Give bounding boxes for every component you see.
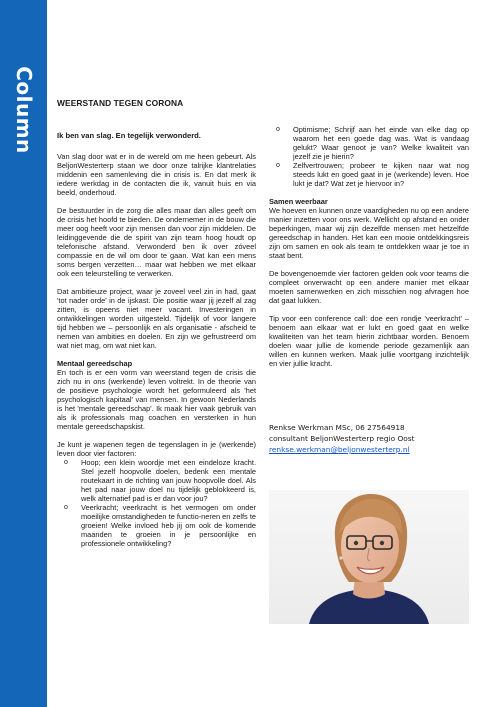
section-heading-samen: Samen weerbaar	[269, 197, 328, 206]
author-signature	[269, 422, 479, 455]
right-column	[269, 125, 469, 377]
list-item-text: Optimisme; Schrijf aan het einde van elke dag op waarom het een goede dag was. Wat is vandaag gelukt? Waar genoot je van? Welke kwaliteit van jezelf zie je hierin?	[293, 125, 469, 161]
paragraph: Tip voor een conference call: doe een rondje 'veerkracht' – benoem aan elkaar wat er lukt en goed gaat en welke kwaliteiten van het team hierin zichtbaar worden. Benoem doelen waar jullie de komende periode gezamenlijk aan willen en kunnen werken. Maak jullie voortgang inzichtelijk en vier jullie kracht.	[269, 314, 469, 368]
paragraph: We hoeven en kunnen onze vaardigheden nu op een andere manier inzetten voor ons werk. Wellicht op afstand en onder beperkingen, maar wij zijn dezelfde mensen met hetzelfde gereedschap in handen. Het kan een mooie ontdekkingsreis zijn om samen en ook als team te ontdekken waar je toe in staat bent.	[269, 206, 469, 260]
paragraph: Je kunt je wapenen tegen de tegenslagen in je (werkende) leven door vier factoren:	[57, 440, 256, 458]
paragraph: De bovengenoemde vier factoren gelden ook voor teams die compleet onverwacht op een andere manier met elkaar moeten samenwerken en zich misschien nog afvragen hoe dat gaat lukken.	[269, 269, 469, 305]
list-item	[57, 458, 256, 503]
list-item-text: Hoop; een klein woordje met een eindeloze kracht. Stel jezelf hoopvolle doelen, bedenk een mentale routekaart in de richting van jouw hoopvolle doel. Als het pad naar jouw doel nu tijdelijk geblokkeerd is, welk alternatief pad is er dan voor jou?	[81, 458, 256, 503]
column-label: Column	[12, 66, 36, 154]
author-name: Renkse Werkman MSc, 06 27564918	[269, 423, 405, 432]
paragraph: Dat ambitieuze project, waar je zoveel veel zin in had, gaat 'tot nader orde' in de ijskast. Die positie waar jij jezelf al zag zitten, is opeens niet meer vacant. Investeringen in ontwikkelingen worden uitgesteld. Tijdelijk of voor langere tijd hebben we – persoonlijk en als organisatie - afscheid te nemen van ambities en doelen. En zijn we gefrustreerd om wat niet mag, om wat niet kan.	[57, 287, 256, 350]
portrait-image	[269, 490, 469, 624]
factor-list	[57, 458, 256, 548]
bullet-icon: o	[276, 162, 280, 169]
list-item-text: Zelfvertrouwen; probeer te kijken naar wat nog steeds lukt en goed gaat in je (werkende) leven. Hoe lukt je dat? Wat zet je hiervoor in?	[293, 161, 469, 188]
list-item	[269, 125, 469, 161]
paragraph: Van slag door wat er in de wereld om me heen gebeurt. Als BeljonWesterterp staan we door onze talrijke klantrelaties middenin een samenleving die in crisis is. En dat merk ik iedere werkdag in de contacten die ik, vanuit huis en via beeld, onderhoud.	[57, 152, 256, 197]
bullet-icon: o	[64, 459, 68, 466]
author-role: consultant BeljonWesterterp regio Oost	[269, 434, 415, 443]
article-title: WEERSTAND TEGEN CORONA	[57, 98, 184, 108]
author-photo	[269, 490, 469, 624]
bullet-icon: o	[64, 504, 68, 511]
paragraph: De bestuurder in de zorg die alles maar dan alles geeft om de crisis het hoofd te bieden. De ondernemer in de bouw die meer oog heeft voor zijn mensen dan voor zijn middelen. De leidinggevende die de spirit van zijn team hoog houdt op telefonische afstand. Verwonderd ben ik over zóveel compassie en de wil om door te gaan. Wat kan een mens soms bergen verzetten… maar wat hebben we met elkaar ook een teleurstelling te verwerken.	[57, 206, 256, 278]
list-item	[57, 503, 256, 548]
list-item	[269, 161, 469, 188]
lead-paragraph: Ik ben van slag. En tegelijk verwonderd.	[57, 131, 201, 140]
left-column	[57, 131, 256, 548]
factor-list	[269, 125, 469, 188]
column-sidebar	[0, 0, 47, 707]
section-heading-mentaal: Mentaal gereedschap	[57, 359, 133, 368]
author-email-link[interactable]: renkse.werkman@beljonwesterterp.nl	[269, 445, 410, 454]
bullet-icon: o	[276, 126, 280, 133]
list-item-text: Veerkracht; veerkracht is het vermogen om onder moeilijke omstandigheden te functio-neren en zelfs te groeien! Welke invloed heb jij om ook de komende maanden te groeien in je persoonlijke en professionele ontwikkeling?	[81, 503, 256, 548]
paragraph: En toch is er een vorm van weerstand tegen de crisis die zich nu in ons (werkende) leven voltrekt. In de theorie van de positieve psychologie wordt het geformuleerd als 'het psychologisch kapitaal' van mensen. In gewoon Nederlands is het 'mentale gereedschap'. Ik maak hier vaak gebruik van als ik professionals mag coachen en versterken in hun mentale gereedschapskist.	[57, 368, 256, 431]
